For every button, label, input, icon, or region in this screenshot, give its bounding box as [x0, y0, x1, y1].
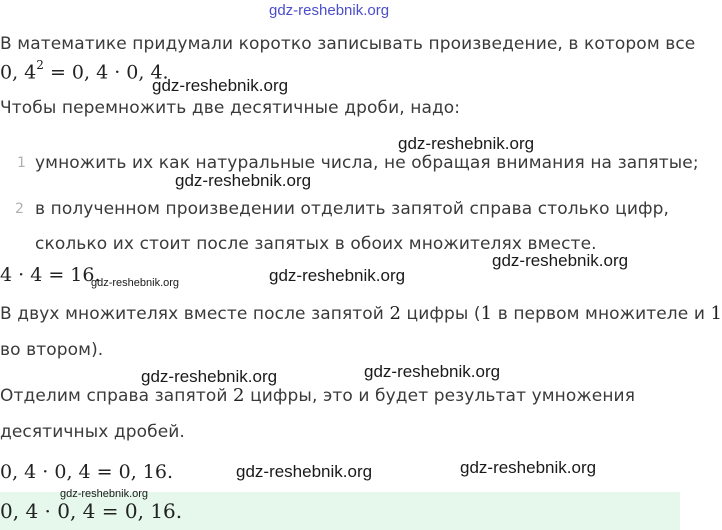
list-item-number: 1	[17, 155, 26, 171]
watermark: gdz-reshebnik.org	[152, 76, 289, 95]
result-formula: 0, 4 · 0, 4 = 0, 16.	[0, 461, 174, 483]
list-item-text: сколько их стоит после запятых в обоих множителях вместе.	[35, 234, 597, 254]
digits-line-2: во втором).	[0, 340, 104, 360]
watermark: gdz-reshebnik.org	[364, 362, 501, 381]
rule-intro: Чтобы перемножить две десятичные дроби, надо:	[0, 98, 461, 118]
watermark: gdz-reshebnik.org	[460, 458, 597, 477]
list-item-text: умножить их как натуральные числа, не обращая внимания на запятые;	[35, 153, 699, 173]
separate-line-1: Отделим справа запятой 2 цифры, это и будет результат умножения	[0, 385, 636, 406]
separate-line-2: десятичных дробей.	[0, 422, 185, 442]
watermark: gdz-reshebnik.org	[269, 266, 406, 285]
list-item-number: 2	[15, 201, 24, 217]
watermark: gdz-reshebnik.org	[236, 462, 373, 481]
watermark-top: gdz-reshebnik.org	[269, 2, 390, 19]
digits-line-1: В двух множителях вместе после запятой 2 цифры (1 в первом множителе и 1	[0, 303, 722, 324]
calc-natural: 4 · 4 = 16.	[0, 264, 101, 286]
intro-text: В математике придумали коротко записывать произведение, в котором все	[0, 34, 696, 54]
watermark: gdz-reshebnik.org	[398, 134, 535, 153]
answer-formula: 0, 4 · 0, 4 = 0, 16.	[0, 499, 183, 523]
watermark: gdz-reshebnik.org	[492, 251, 629, 270]
watermark: gdz-reshebnik.org	[91, 277, 180, 289]
watermark: gdz-reshebnik.org	[141, 367, 278, 386]
watermark: gdz-reshebnik.org	[60, 488, 149, 500]
list-item-text: в полученном произведении отделить запятой справа столько цифр,	[35, 199, 670, 219]
watermark: gdz-reshebnik.org	[175, 171, 312, 190]
intro-formula: 0, $4^2 = 0$, 4 · 0, 4.	[0, 58, 169, 84]
